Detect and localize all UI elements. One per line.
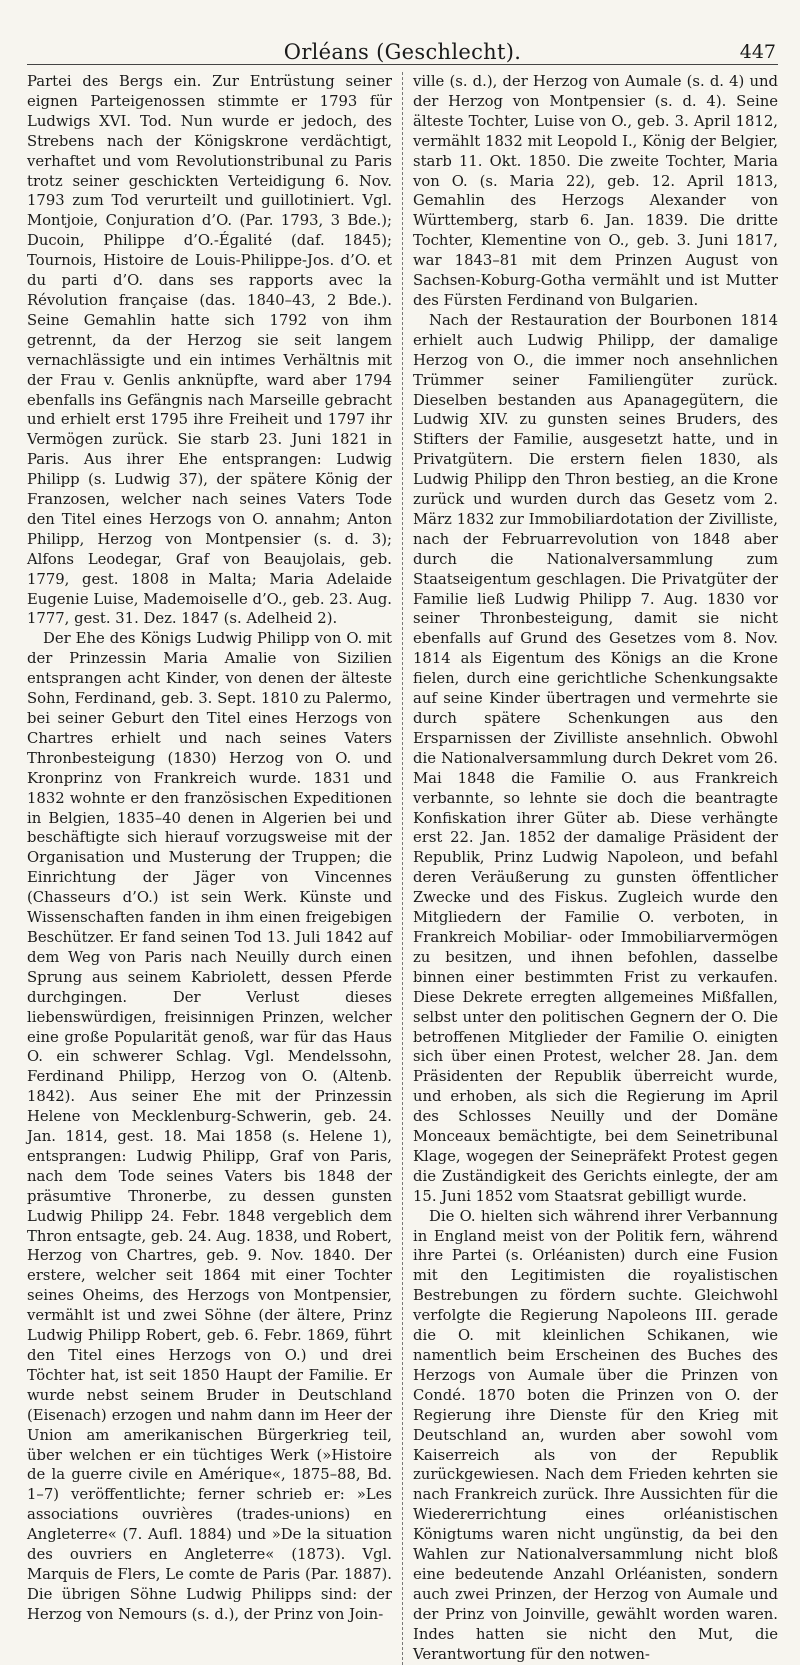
page-title: Orléans (Geschlecht). [283, 40, 522, 64]
left-column [27, 72, 403, 1665]
paragraph: Die O. hielten sich während ihrer Verbannung in England meist von der Politik fern, während ihre Partei (s. Orléanisten) durch eine Fusion mit den Legitimisten die royalistischen Bestrebungen zu fördern suchte. Gleichwohl verfolgte die Regierung Napoleons III. gerade die O. mit kleinlichen Schikanen, wie namentlich beim Erscheinen des Buches des Herzogs von Aumale über die Prinzen von Condé. 1870 boten die Prinzen von O. der Regierung ihre Dienste für den Krieg mit Deutschland an, wurden aber sowohl vom Kaiserreich als von der Republik zurückgewiesen. Nach dem Frieden kehrten sie nach Frankreich zurück. Ihre Aussichten für die Wiedererrichtung eines orléanistischen Königtums waren nicht ungünstig, da bei den Wahlen zur Nationalversammlung nicht bloß eine bedeutende Anzahl Orléanisten, sondern auch zwei Prinzen, der Herzog von Aumale und der Prinz von Joinville, gewählt worden waren. Indes hatten sie nicht den Mut, die Verantwortung für den notwen- [413, 1207, 778, 1663]
paragraph: ville (s. d.), der Herzog von Aumale (s. d. 4) und der Herzog von Montpensier (s. d. 4). Seine älteste Tochter, Luise von O., geb. 3. April 1812, vermählt 1832 mit Leopold I., König der Belgier, starb 11. Okt. 1850. Die zweite Tochter, Maria von O. (s. Maria 22), geb. 12. April 1813, Gemahlin des Herzogs Alexander von Württemberg, starb 6. Jan. 1839. Die dritte Tochter, Klementine von O., geb. 3. Juni 1817, war 1843–81 mit dem Prinzen August von Sachsen-Koburg-Gotha vermählt und ist Mutter des Fürsten Ferdinand von Bulgarien. [413, 73, 778, 309]
running-header [27, 34, 778, 65]
text-columns [27, 72, 778, 1665]
paragraph: Nach der Restauration der Bourbonen 1814 erhielt auch Ludwig Philipp, der damalige Herzog von O., die immer noch ansehnlichen Trümmer seiner Familiengüter zurück. Dieselben bestanden aus Apanagegütern, die Ludwig XIV. zu gunsten seines Bruders, des Stifters der Familie, ausgesetzt hatte, und in Privatgütern. Die erstern fielen 1830, als Ludwig Philipp den Thron bestieg, an die Krone zurück und wurden durch das Gesetz vom 2. März 1832 zur Immobiliardotation der Zivilliste, nach der Februarrevolution von 1848 aber durch die Nationalversammlung zum Staatseigentum geschlagen. Die Privatgüter der Familie ließ Ludwig Philipp 7. Aug. 1830 vor seiner Thronbesteigung, damit sie nicht ebenfalls auf Grund des Gesetzes vom 8. Nov. 1814 als Eigentum des Königs an die Krone fielen, durch eine gerichtliche Schenkungsakte auf seine Kinder übertragen und vermehrte sie durch spätere Schenkungen aus den Ersparnissen der Zivilliste ansehnlich. Obwohl die Nationalversammlung durch Dekret vom 26. Mai 1848 die Familie O. aus Frankreich verbannte, so lehnte sie doch die beantragte Konfiskation ihrer Güter ab. Diese verhängte erst 22. Jan. 1852 der damalige Präsident der Republik, Prinz Ludwig Napoleon, und befahl deren Veräußerung zu gunsten öffentlicher Zwecke und des Fiskus. Zugleich wurde den Mitgliedern der Familie O. verboten, in Frankreich Mobiliar- oder Immobiliarvermögen zu besitzen, und ihnen befohlen, dasselbe binnen einer bestimmten Frist zu verkaufen. Diese Dekrete erregten allgemeines Mißfallen, selbst unter den politischen Gegnern der O. Die betroffenen Mitglieder der Familie O. einigten sich über einen Protest, welcher 28. Jan. dem Präsidenten der Republik überreicht wurde, und erhoben, als sich die Regierung im April des Schlosses Neuilly und der Domäne Monceaux bemächtigte, bei dem Seinetribunal Klage, wogegen der Seinepräfekt Protest gegen die Zuständigkeit des Gerichts einlegte, der am 15. Juni 1852 vom Staatsrat gebilligt wurde. [413, 311, 778, 1205]
paragraph: Der Ehe des Königs Ludwig Philipp von O. mit der Prinzessin Maria Amalie von Sizilien entsprangen acht Kinder, von denen der älteste Sohn, Ferdinand, geb. 3. Sept. 1810 zu Palermo, bei seiner Geburt den Titel eines Herzogs von Chartres erhielt und nach seines Vaters Thronbesteigung (1830) Herzog von O. und Kronprinz von Frankreich wurde. 1831 und 1832 wohnte er den französischen Expeditionen in Belgien, 1835–40 denen in Algerien bei und beschäftigte sich hierauf vorzugsweise mit der Organisation und Musterung der Truppen; die Einrichtung der Jäger von Vincennes (Chasseurs d’O.) ist sein Werk. Künste und Wissenschaften fanden in ihm einen freigebigen Beschützer. Er fand seinen Tod 13. Juli 1842 auf dem Weg von Paris nach Neuilly durch einen Sprung aus seinem Kabriolett, dessen Pferde durchgingen. Der Verlust dieses liebenswürdigen, freisinnigen Prinzen, welcher eine große Popularität genoß, war für das Haus O. ein schwerer Schlag. Vgl. Mendelssohn, Ferdinand Philipp, Herzog von O. (Altenb. 1842). Aus seiner Ehe mit der Prinzessin Helene von Mecklenburg-Schwerin, geb. 24. Jan. 1814, gest. 18. Mai 1858 (s. Helene 1), entsprangen: Ludwig Philipp, Graf von Paris, nach dem Tode seines Vaters bis 1848 der präsumtive Thronerbe, zu dessen gunsten Ludwig Philipp 24. Febr. 1848 vergeblich dem Thron entsagte, geb. 24. Aug. 1838, und Robert, Herzog von Chartres, geb. 9. Nov. 1840. Der erstere, welcher seit 1864 mit einer Tochter seines Oheims, des Herzogs von Montpensier, vermählt ist und zwei Söhne (der ältere, Prinz Ludwig Philipp Robert, geb. 6. Febr. 1869, führt den Titel eines Herzogs von O.) und drei Töchter hat, ist seit 1850 Haupt der Familie. Er wurde nebst seinem Bruder in Deutschland (Eisenach) erzogen und nahm dann im Heer der Union am amerikanischen Bürgerkrieg teil, über welchen er ein tüchtiges Werk (»Histoire de la guerre civile en Amérique«, 1875–88, Bd. 1–7) veröffentlichte; ferner schrieb er: »Les associations ouvrières (trades-unions) en Angleterre« (7. Aufl. 1884) und »De la situation des ouvriers en Angleterre« (1873). Vgl. Marquis de Flers, Le comte de Paris (Par. 1887). Die übrigen Söhne Ludwig Philipps sind: der Herzog von Nemours (s. d.), der Prinz von Join- [27, 630, 392, 1623]
page-number: 447 [739, 41, 776, 63]
paragraph: Partei des Bergs ein. Zur Entrüstung seiner eignen Parteigenossen stimmte er 1793 für Ludwigs XVI. Tod. Nun wurde er jedoch, des Strebens nach der Königskrone verdächtigt, verhaftet und vom Revolutionstribunal zu Paris trotz seiner geschickten Verteidigung 6. Nov. 1793 zum Tod verurteilt und guillotiniert. Vgl. Montjoie, Conjuration d’O. (Par. 1793, 3 Bde.); Ducoin, Philippe d’O.-Égalité (daf. 1845); Tournois, Histoire de Louis-Philippe-Jos. d’O. et du parti d’O. dans ses rapports avec la Révolution française (das. 1840–43, 2 Bde.). Seine Gemahlin hatte sich 1792 von ihm getrennt, da der Herzog sie seit langem vernachlässigte und ein intimes Verhältnis mit der Frau v. Genlis anknüpfte, ward aber 1794 ebenfalls ins Gefängnis nach Marseille gebracht und erhielt erst 1795 ihre Freiheit und 1797 ihr Vermögen zurück. Sie starb 23. Juni 1821 in Paris. Aus ihrer Ehe entsprangen: Ludwig Philipp (s. Ludwig 37), der spätere König der Franzosen, welcher nach seines Vaters Tode den Titel eines Herzogs von O. annahm; Anton Philipp, Herzog von Montpensier (s. d. 3); Alfons Leodegar, Graf von Beaujolais, geb. 1779, gest. 1808 in Malta; Maria Adelaide Eugenie Luise, Mademoiselle d’O., geb. 23. Aug. 1777, gest. 31. Dez. 1847 (s. Adelheid 2). [27, 73, 392, 628]
right-column [403, 72, 778, 1665]
